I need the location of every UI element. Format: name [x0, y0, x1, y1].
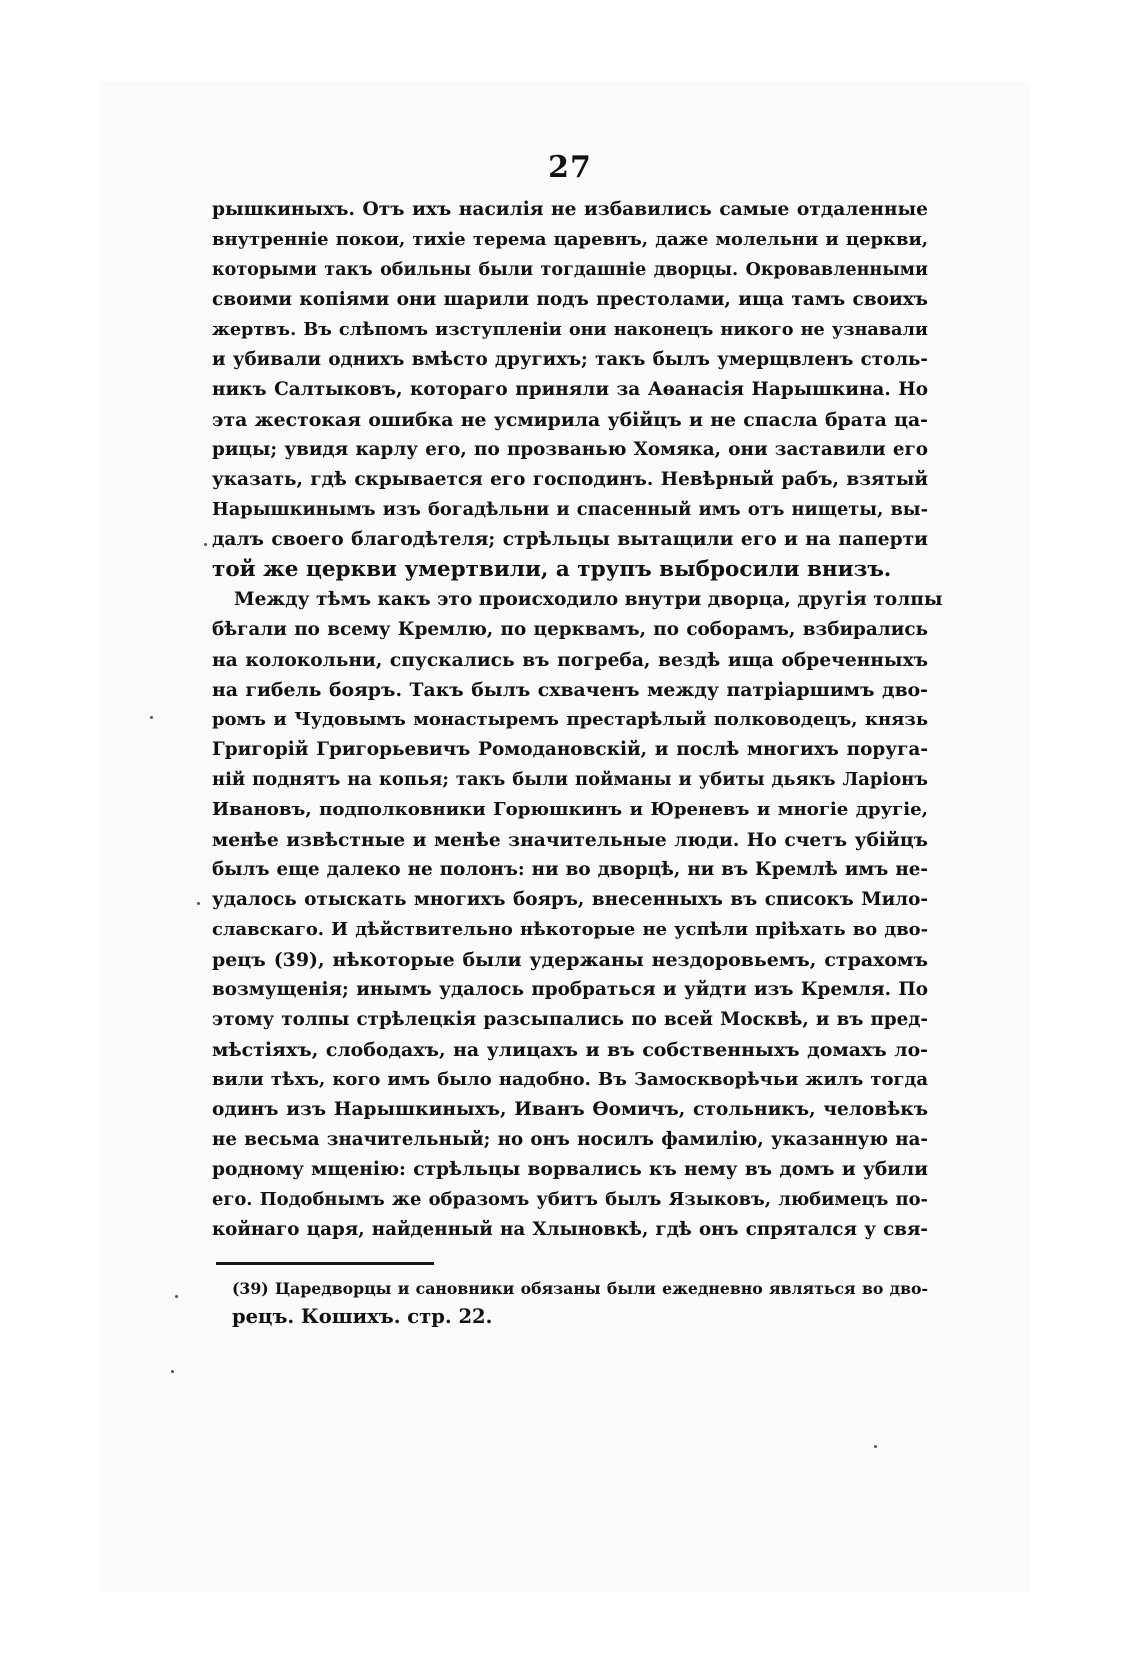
text-line: койнаго царя, найденный на Хлыновкѣ, гдѣ онъ спрятался у свя-	[212, 1219, 928, 1240]
text-line: Григорій Григорьевичъ Ромодановскій, и послѣ многихъ поруга-	[212, 739, 928, 760]
scan-speck	[150, 716, 153, 719]
main-text	[212, 195, 943, 1245]
paragraph-end-line: той же церкви умертвили, а трупъ выбросили внизъ.	[212, 557, 892, 582]
paragraph-start-line: Между тѣмъ какъ это происходило внутри дворца, другія толпы	[234, 589, 943, 610]
text-line: на колокольни, спускались въ погреба, вездѣ ища обреченныхъ	[212, 649, 928, 671]
text-line: ній поднятъ на копья; такъ были пойманы и убиты дьякъ Ларіонъ	[212, 769, 928, 790]
scan-speck	[171, 1370, 174, 1373]
text-line: не весьма значительный; но онъ носилъ фамилію, указанную на-	[212, 1129, 928, 1150]
text-line: Нарышкинымъ изъ богадѣльни и спасенный имъ отъ нищеты, вы-	[212, 499, 928, 520]
text-line: славскаго. И дѣйствительно нѣкоторые не успѣли пріѣхать во дво-	[212, 919, 928, 940]
text-line: никъ Салтыковъ, котораго приняли за Аѳанасія Нарышкина. Но	[212, 379, 928, 400]
text-line: одинъ изъ Нарышкиныхъ, Иванъ Ѳомичъ, стольникъ, человѣкъ	[212, 1099, 928, 1120]
footnote-line: (39) Царедворцы и сановники обязаны были ежедневно являться во дво-	[232, 1279, 928, 1298]
footnote-separator	[216, 1262, 434, 1265]
text-line: эта жестокая ошибка не усмирила убійцъ и не спасла брата ца-	[212, 409, 928, 431]
text-line: на гибель бояръ. Такъ былъ схваченъ между патріаршимъ дво-	[212, 679, 928, 701]
text-line: далъ своего благодѣтеля; стрѣльцы вытащили его и на паперти	[212, 529, 928, 550]
text-line: менѣе извѣстные и менѣе значительные люди. Но счетъ убійцъ	[212, 829, 928, 851]
text-line: рецъ (39), нѣкоторые были удержаны нездоровьемъ, страхомъ	[212, 949, 928, 971]
text-line: былъ еще далеко не полонъ: ни во дворцѣ, ни въ Кремлѣ имъ не-	[212, 859, 928, 880]
text-line: внутренніе покои, тихіе терема царевнъ, даже молельни и церкви,	[212, 229, 928, 250]
text-line: и убивали однихъ вмѣсто другихъ; такъ былъ умерщвленъ столь-	[212, 349, 928, 370]
text-line: жертвъ. Въ слѣпомъ изступленіи они наконецъ никого не узнавали	[212, 319, 928, 340]
text-line: рышкиныхъ. Отъ ихъ насилія не избавились самые отдаленные	[212, 199, 928, 220]
text-line: ромъ и Чудовымъ монастыремъ престарѣлый полководецъ, князь	[212, 709, 928, 730]
text-line: своими копіями они шарили подъ престолами, ища тамъ своихъ	[212, 289, 928, 310]
scan-speck	[874, 1445, 877, 1448]
text-line: этому толпы стрѣлецкія разсыпались по всей Москвѣ, и въ пред-	[212, 1009, 928, 1030]
text-line: бѣгали по всему Кремлю, по церквамъ, по соборамъ, взбирались	[212, 619, 928, 640]
footnote-line: рецъ. Кошихъ. стр. 22.	[232, 1305, 493, 1328]
text-line: возмущенія; инымъ удалось пробраться и уйдти изъ Кремля. По	[212, 979, 928, 1000]
text-line: Ивановъ, подполковники Горюшкинъ и Юреневъ и многіе другіе,	[212, 799, 928, 820]
text-line: удалось отыскать многихъ бояръ, внесенныхъ въ списокъ Мило-	[212, 889, 928, 910]
text-line: мѣстіяхъ, слободахъ, на улицахъ и въ собственныхъ домахъ ло-	[212, 1039, 928, 1061]
footnote	[232, 1275, 928, 1331]
scan-speck	[197, 902, 200, 905]
text-line: родному мщенію: стрѣльцы ворвались къ нему въ домъ и убили	[212, 1159, 928, 1180]
page-number: 27	[548, 150, 592, 185]
text-line: рицы; увидя карлу его, по прозванью Хомяка, они заставили его	[212, 439, 928, 460]
text-line: его. Подобнымъ же образомъ убитъ былъ Языковъ, любимецъ по-	[212, 1189, 928, 1210]
scan-speck	[204, 543, 207, 546]
text-line: вили тѣхъ, кого имъ было надобно. Въ Замоскворѣчьи жилъ тогда	[212, 1069, 928, 1090]
scan-speck	[175, 1295, 178, 1298]
text-line: которыми такъ обильны были тогдашніе дворцы. Окровавленными	[212, 260, 928, 280]
text-line: указать, гдѣ скрывается его господинъ. Невѣрный рабъ, взятый	[212, 469, 928, 490]
